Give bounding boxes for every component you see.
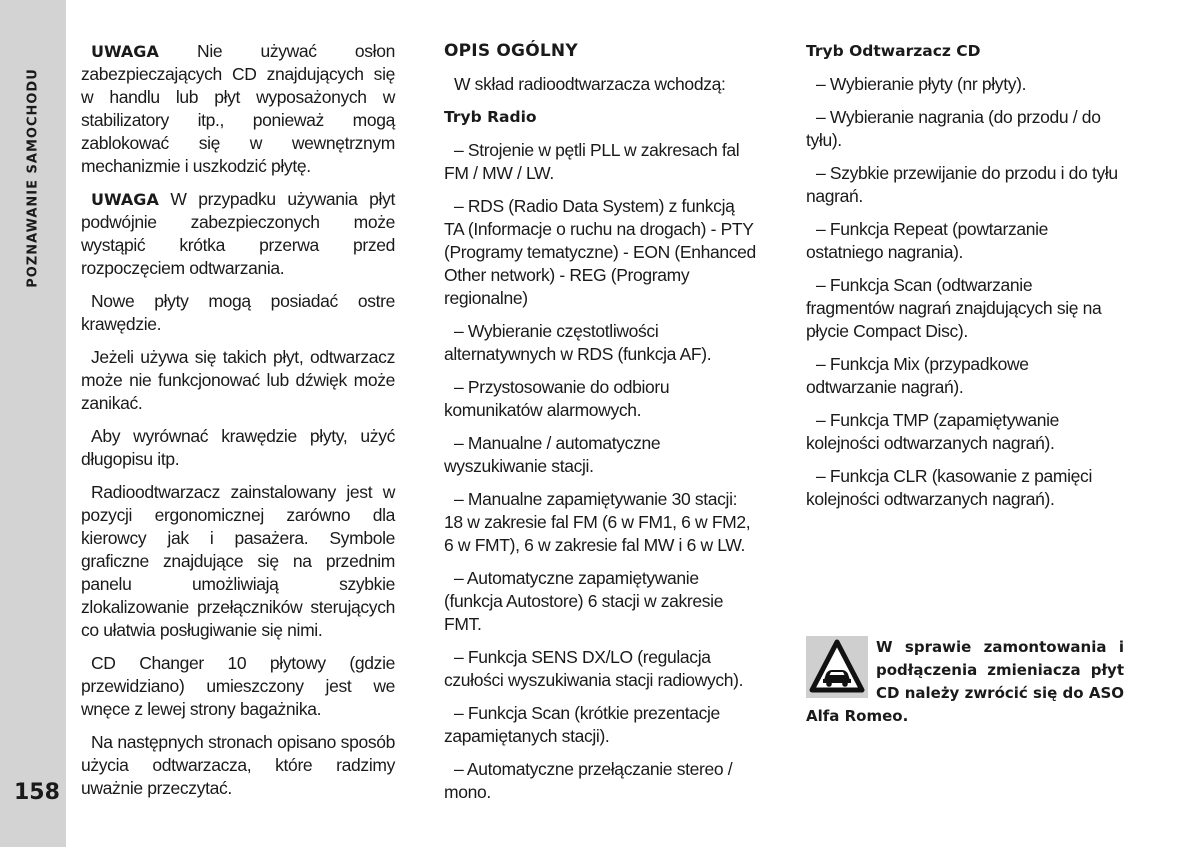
paragraph: Aby wyrównać krawędzie płyty, użyć długopisu itp. [81,426,395,469]
list-item: – Funkcja Scan (krótkie prezentacje zapamiętanych stacji). [444,703,720,746]
list-item: – Funkcja Repeat (powtarzanie ostatniego nagrania). [806,219,1049,262]
paragraph: Na następnych stronach opisano sposób użycia odtwarzacza, które radzimy uważnie przeczytać. [81,732,395,798]
warning-text: W sprawie zamontowania i podłączenia zmieniacza płyt CD należy zwrócić się do ASO Alfa Romeo. [806,638,1124,725]
warning-keyword: UWAGA [91,190,159,209]
page-number: 158 [14,780,60,805]
subheading-radio-mode: Tryb Radio [444,108,537,126]
list-item: – Wybieranie częstotliwości alternatywnych w RDS (funkcja AF). [444,321,712,364]
list-item: – Szybkie przewijanie do przodu i do tyłu nagrań. [806,163,1118,206]
paragraph: Radioodtwarzacz zainstalowany jest w pozycji ergonomicznej zarówno dla kierowcy jak i pasażera. Symbole graficzne znajdujące się na przednim panelu umożliwiają szybkie zlokalizowanie przełączników sterujących co ułatwia posługiwanie się nimi. [81,482,395,640]
list-item: – Przystosowanie do odbioru komunikatów alarmowych. [444,377,670,420]
list-item: – RDS (Radio Data System) z funkcją TA (Informacje o ruchu na drogach) - PTY (Programy tematyczne) - EON (Enhanced Other network) - REG (Programy regionalne) [444,196,756,308]
list-item: – Automatyczne przełączanie stereo / mono. [444,759,733,802]
warning-keyword: UWAGA [91,42,159,61]
section-heading: OPIS OGÓLNY [444,41,578,61]
section-label: POZNAWANIE SAMOCHODU [25,68,41,288]
car-warning-triangle-icon [806,636,868,698]
paragraph: Jeżeli używa się takich płyt, odtwarzacz może nie funkcjonować lub dźwięk może zanikać. [81,347,395,413]
warning-box [806,636,1124,728]
column-3 [806,40,1121,521]
list-item: – Funkcja Mix (przypadkowe odtwarzanie nagrań). [806,354,1029,397]
paragraph [81,40,395,178]
paragraph-text: Nie używać osłon zabezpieczających CD znajdujących się w handlu lub płyt wyposażonych w stabilizatory itp., ponieważ mogą zablokować się w wewnętrznym mechanizmie i uszkodzić płytę. [81,41,395,176]
list-item: – Manualne zapamiętywanie 30 stacji: 18 w zakresie fal FM (6 w FM1, 6 w FM2, 6 w FMT), 6 w zakresie fal MW i 6 w LW. [444,489,751,555]
list-item: – Automatyczne zapamiętywanie (funkcja Autostore) 6 stacji w zakresie FMT. [444,568,724,634]
column-2 [444,40,758,814]
sidebar [0,0,66,847]
list-item: – Funkcja TMP (zapamiętywanie kolejności odtwarzanych nagrań). [806,410,1060,453]
list-item: – Wybieranie nagrania (do przodu / do tyłu). [806,107,1101,150]
list-item: – Wybieranie płyty (nr płyty). [816,74,1027,94]
column-1 [81,40,395,810]
paragraph [81,188,395,280]
list-item: – Manualne / automatyczne wyszukiwanie stacji. [444,433,661,476]
paragraph: CD Changer 10 płytowy (gdzie przewidziano) umieszczony jest we wnęce z lewej strony bagażnika. [81,653,395,719]
list-item: – Strojenie w pętli PLL w zakresach fal FM / MW / LW. [444,140,740,183]
list-item: – Funkcja SENS DX/LO (regulacja czułości wyszukiwania stacji radiowych). [444,647,744,690]
paragraph-text: W przypadku używania płyt podwójnie zabezpieczonych może wystąpić krótka przerwa przed rozpoczęciem odtwarzania. [81,189,395,278]
intro-text: W skład radioodtwarzacza wchodzą: [454,74,726,94]
list-item: – Funkcja Scan (odtwarzanie fragmentów nagrań znajdujących się na płycie Compact Disc). [806,275,1102,341]
paragraph: Nowe płyty mogą posiadać ostre krawędzie. [81,291,395,334]
list-item: – Funkcja CLR (kasowanie z pamięci kolejności odtwarzanych nagrań). [806,466,1092,509]
subheading-cd-mode: Tryb Odtwarzacz CD [806,42,981,60]
